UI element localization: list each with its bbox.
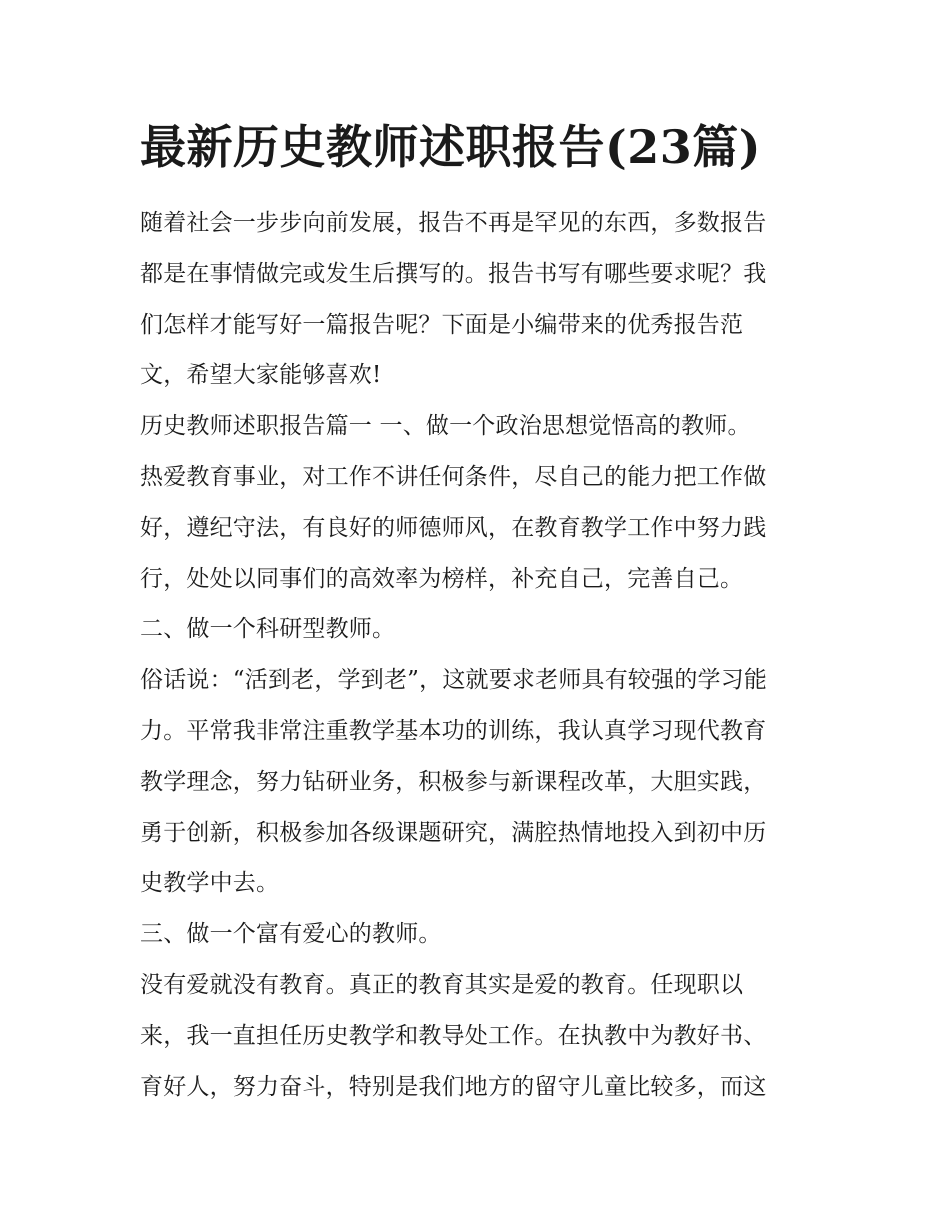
body-line: 史教学中去。	[140, 870, 280, 897]
body-line: 没有爱就没有教育。真正的教育其实是爱的教育。任现职以	[140, 971, 744, 998]
body-line: 随着社会一步步向前发展，报告不再是罕见的东西，多数报告	[140, 210, 767, 236]
body-line: 历史教师述职报告篇一 一、做一个政治思想觉悟高的教师。	[140, 413, 751, 440]
body-line: 都是在事情做完或发生后撰写的。报告书写有哪些要求呢？我	[140, 260, 767, 287]
section-heading: 二、做一个科研型教师。	[140, 616, 396, 643]
body-line: 来，我一直担任历史教学和教导处工作。在执教中为教好书、	[140, 1022, 767, 1049]
body-line: 行，处处以同事们的高效率为榜样，补充自己，完善自己。	[140, 565, 744, 592]
body-line: 们怎样才能写好一篇报告呢？下面是小编带来的优秀报告范	[140, 311, 744, 338]
body-line: 教学理念，努力钻研业务，积极参与新课程改革，大胆实践，	[140, 768, 767, 795]
document-body	[140, 198, 820, 1112]
body-line: 好，遵纪守法，有良好的师德师风，在教育教学工作中努力践	[140, 514, 767, 541]
body-line: 文，希望大家能够喜欢!	[140, 362, 382, 389]
body-line: 热爱教育事业，对工作不讲任何条件，尽自己的能力把工作做	[140, 463, 767, 490]
section-heading: 三、做一个富有爱心的教师。	[140, 921, 442, 948]
document-title: 最新历史教师述职报告(23篇)	[140, 120, 762, 174]
body-line: 育好人，努力奋斗，特别是我们地方的留守儿童比较多，而这	[140, 1073, 767, 1100]
body-line: 力。平常我非常注重教学基本功的训练，我认真学习现代教育	[140, 717, 767, 744]
body-line: 勇于创新，积极参加各级课题研究，满腔热情地投入到初中历	[140, 819, 767, 846]
body-line: 俗话说：“活到老，学到老”，这就要求老师具有较强的学习能	[140, 667, 768, 694]
